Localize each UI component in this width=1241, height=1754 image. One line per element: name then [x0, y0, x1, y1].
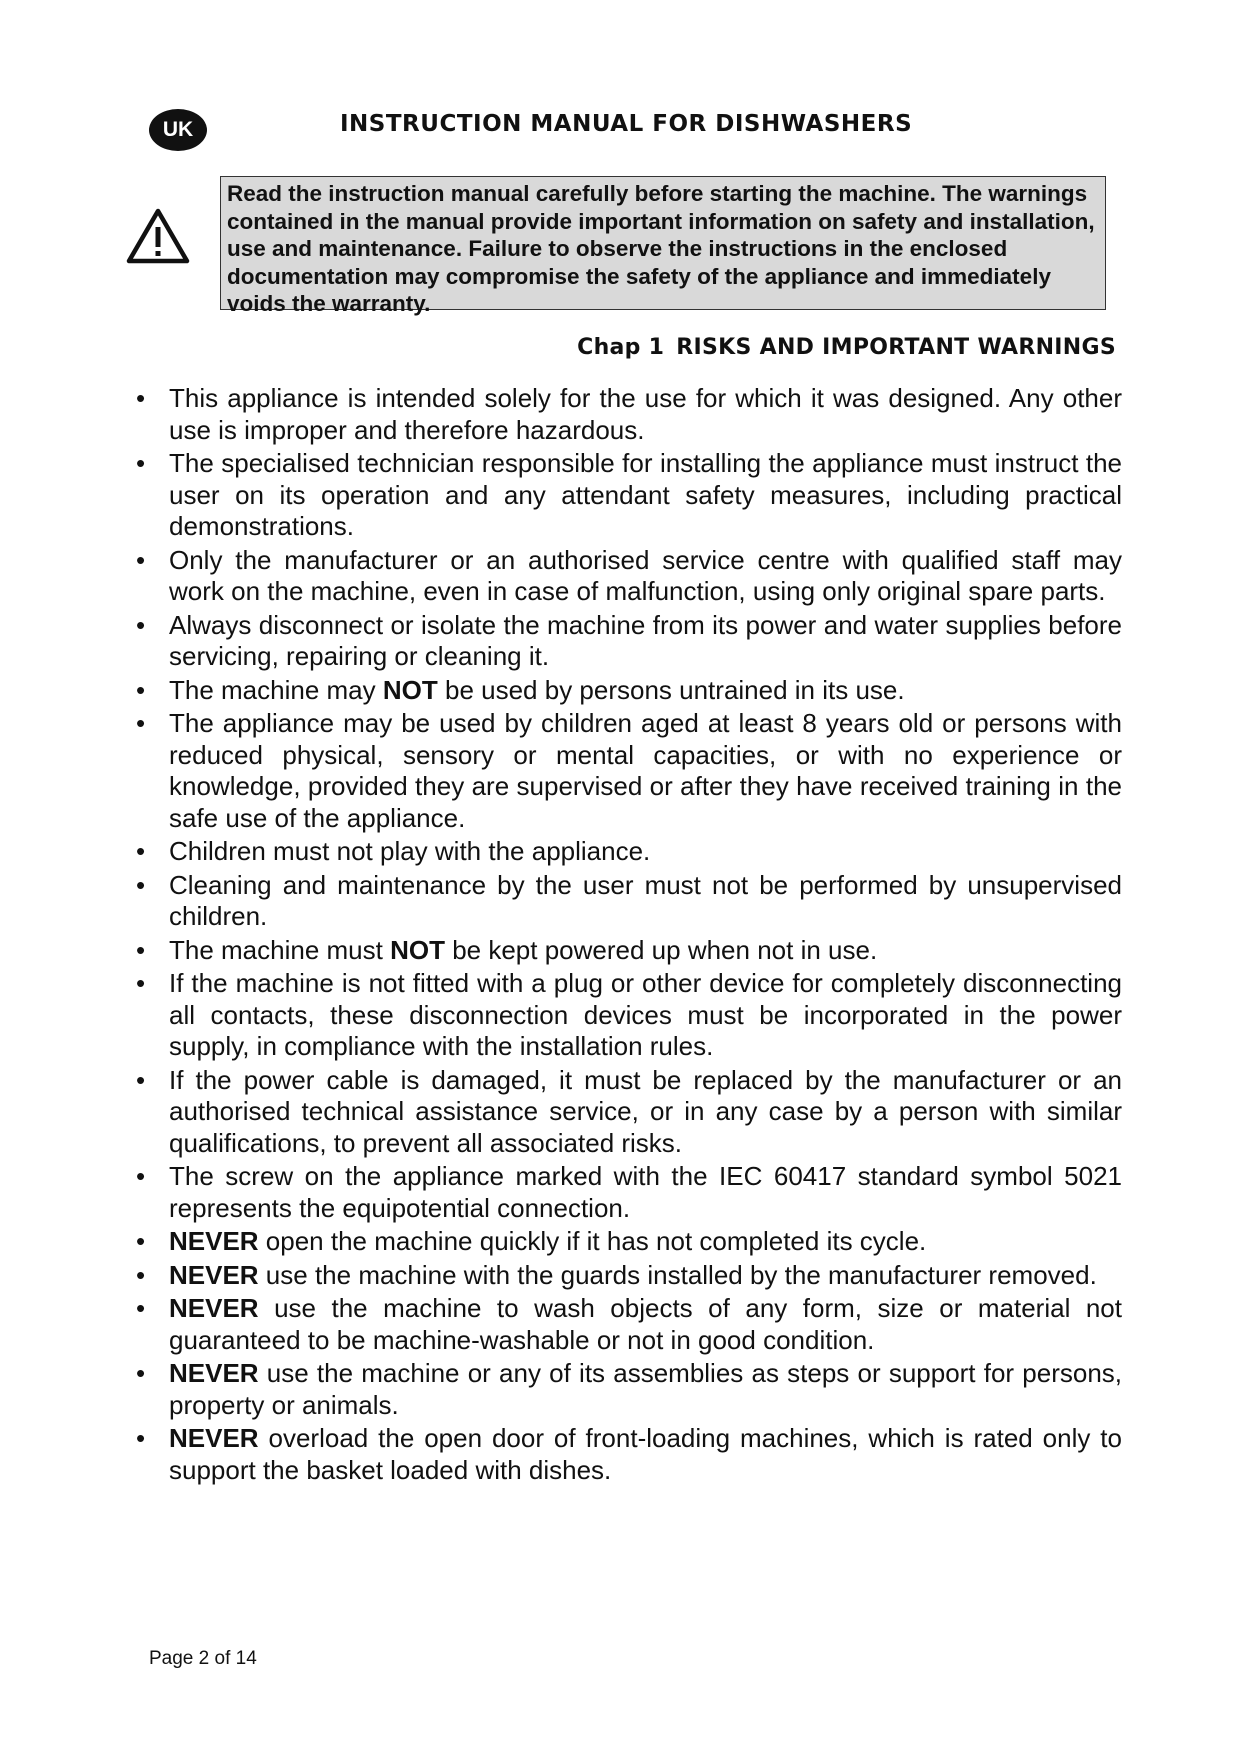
bullet-icon: •	[136, 934, 146, 965]
bullet-icon: •	[136, 448, 146, 478]
bullet-icon: •	[136, 609, 146, 640]
document-title: INSTRUCTION MANUAL FOR DISHWASHERS	[340, 111, 913, 137]
uk-language-badge: UK	[149, 109, 207, 151]
bullet-icon: •	[136, 1293, 146, 1323]
warning-item	[132, 1358, 1122, 1421]
warning-text: NEVER use the machine with the guards installed by the manufacturer removed.	[169, 1259, 1097, 1290]
warning-item	[132, 1260, 1122, 1292]
warning-text: Only the manufacturer or an authorised service centre with qualified staff may work on the machine, even in case of malfunction, using only original spare parts.	[169, 544, 1122, 606]
warning-item	[132, 708, 1122, 834]
safety-notice-text: Read the instruction manual carefully before starting the machine. The warnings contained in the manual provide important information on safety and installation, use and maintenance. Failure to observe the instructions in the enclosed documentation may compromise the safety of the appliance and immediately voids the warranty.	[227, 181, 1095, 316]
warning-text: NEVER overload the open door of front-loading machines, which is rated only to support the basket loaded with dishes.	[169, 1423, 1122, 1485]
warning-text: The screw on the appliance marked with the IEC 60417 standard symbol 5021 represents the equipotential connection.	[169, 1161, 1122, 1223]
page-number: Page 2 of 14	[149, 1648, 257, 1669]
warning-item	[132, 1423, 1122, 1486]
warning-item	[132, 935, 1122, 967]
warnings-list	[132, 383, 1122, 1488]
bullet-icon: •	[136, 544, 146, 575]
warning-item	[132, 610, 1122, 673]
warning-item	[132, 675, 1122, 707]
warning-item	[132, 968, 1122, 1063]
emphasis-text: NOT	[390, 934, 445, 965]
emphasis-text: NEVER	[169, 1259, 259, 1290]
bullet-icon: •	[136, 968, 146, 998]
warning-text: NEVER use the machine or any of its assemblies as steps or support for persons, property or animals.	[169, 1358, 1122, 1420]
warning-text: Always disconnect or isolate the machine from its power and water supplies before servicing, repairing or cleaning it.	[169, 609, 1122, 671]
warning-item	[132, 1226, 1122, 1258]
warning-text: This appliance is intended solely for the use for which it was designed. Any other use is improper and therefore hazardous.	[169, 383, 1122, 445]
warning-text: The machine may NOT be used by persons untrained in its use.	[169, 674, 905, 705]
bullet-icon: •	[136, 383, 146, 413]
warning-text: The specialised technician responsible for installing the appliance must instruct the user on its operation and any attendant safety measures, including practical demonstrations.	[169, 448, 1122, 541]
warning-item	[132, 1065, 1122, 1160]
warning-item	[132, 383, 1122, 446]
warning-text: Cleaning and maintenance by the user must not be performed by unsupervised children.	[169, 869, 1122, 931]
bullet-icon: •	[136, 836, 146, 866]
emphasis-text: NEVER	[169, 1358, 259, 1388]
bullet-icon: •	[136, 1259, 146, 1290]
bullet-icon: •	[136, 1064, 146, 1095]
warning-item	[132, 1161, 1122, 1224]
chapter-heading	[577, 335, 1116, 360]
bullet-icon: •	[136, 1161, 146, 1191]
warning-text: NEVER open the machine quickly if it has not completed its cycle.	[169, 1226, 927, 1256]
bullet-icon: •	[136, 1226, 146, 1256]
warning-item	[132, 448, 1122, 543]
bullet-icon: •	[136, 1358, 146, 1388]
warning-item	[132, 870, 1122, 933]
emphasis-text: NEVER	[169, 1423, 259, 1453]
warning-text: If the power cable is damaged, it must be replaced by the manufacturer or an authorised technical assistance service, or in any case by a person with similar qualifications, to prevent all associated risks.	[169, 1064, 1122, 1158]
safety-notice-box	[220, 176, 1106, 316]
warning-item	[132, 545, 1122, 608]
emphasis-text: NEVER	[169, 1226, 259, 1256]
warning-item	[132, 836, 1122, 868]
bullet-icon: •	[136, 674, 146, 705]
bullet-icon: •	[136, 708, 146, 738]
warning-text: NEVER use the machine to wash objects of any form, size or material not guaranteed to be machine-washable or not in good condition.	[169, 1293, 1122, 1355]
warning-text: The machine must NOT be kept powered up when not in use.	[169, 934, 878, 965]
chapter-number: Chap 1	[577, 335, 665, 360]
warning-text: The appliance may be used by children aged at least 8 years old or persons with reduced physical, sensory or mental capacities, or with no experience or knowledge, provided they are supervised or after they have received training in the safe use of the appliance.	[169, 708, 1122, 833]
warning-triangle-icon	[126, 207, 190, 265]
warning-text: If the machine is not fitted with a plug or other device for completely disconnecting all contacts, these disconnection devices must be incorporated in the power supply, in compliance with the installation rules.	[169, 968, 1122, 1061]
emphasis-text: NOT	[382, 674, 438, 705]
warning-item	[132, 1293, 1122, 1356]
bullet-icon: •	[136, 1423, 146, 1453]
emphasis-text: NEVER	[169, 1293, 259, 1323]
bullet-icon: •	[136, 869, 146, 900]
chapter-title: RISKS AND IMPORTANT WARNINGS	[676, 335, 1116, 360]
warning-text: Children must not play with the appliance.	[169, 836, 651, 866]
